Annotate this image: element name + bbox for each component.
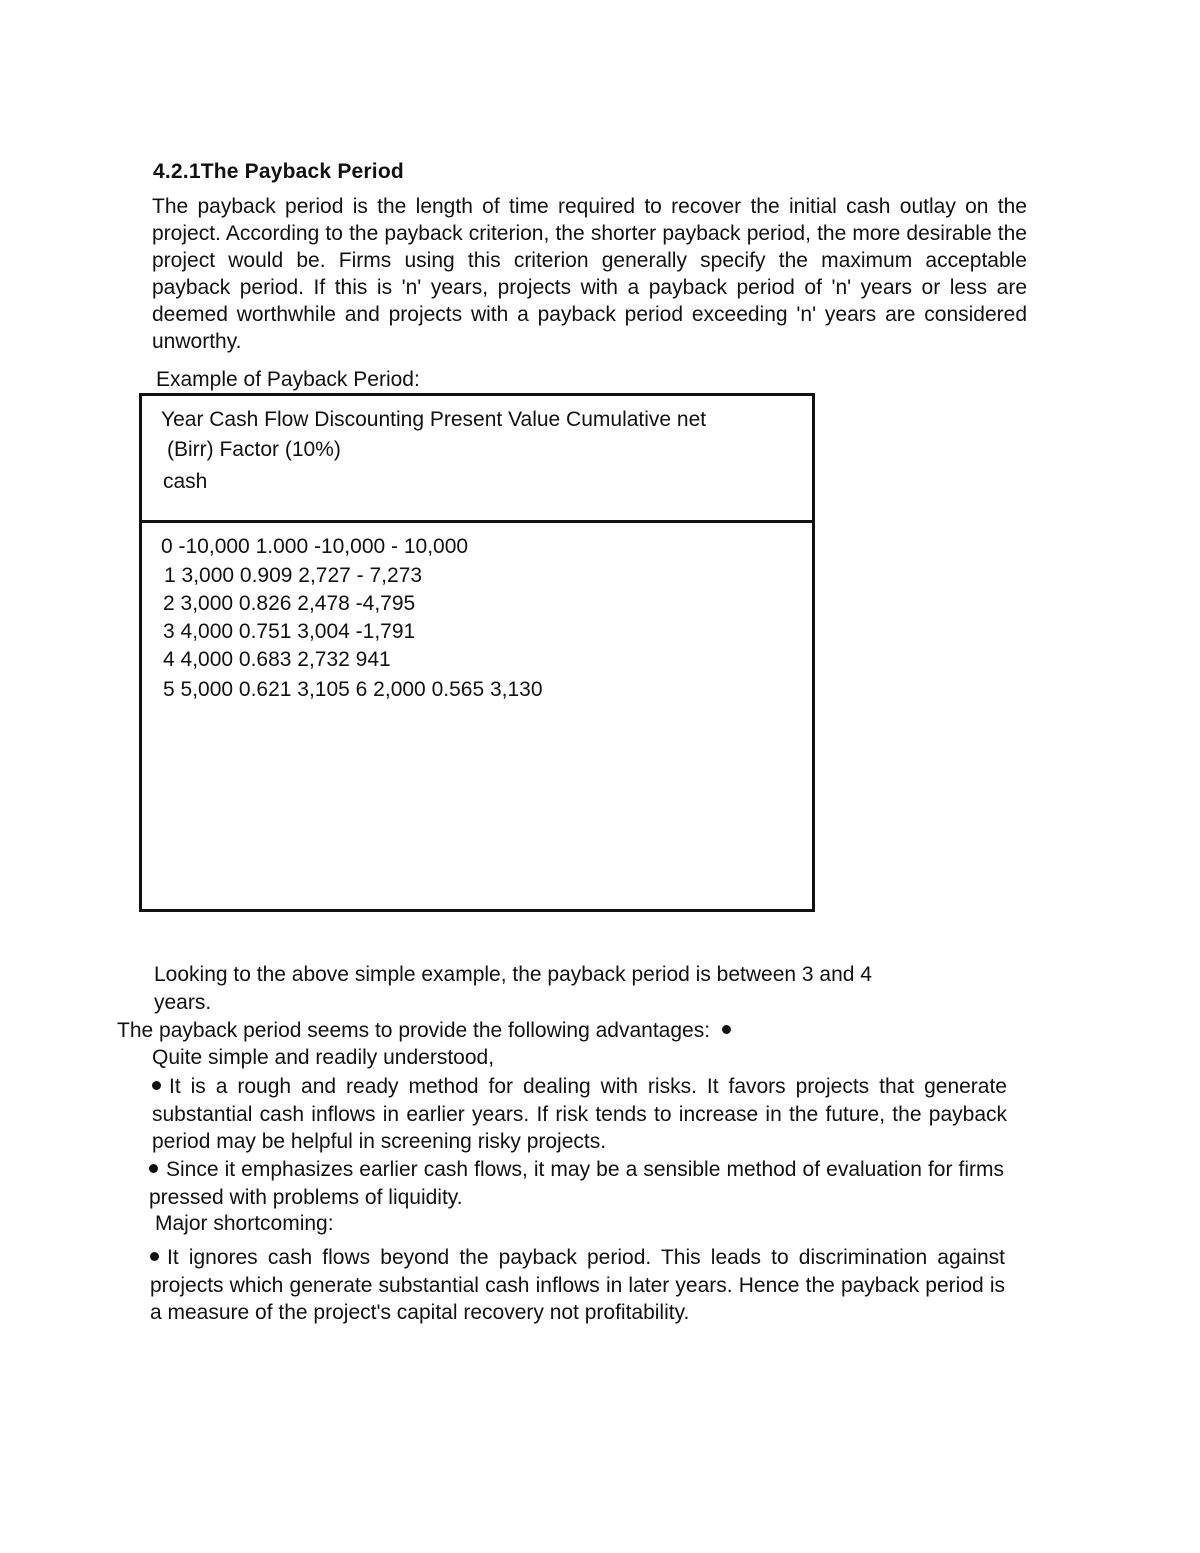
example-table	[139, 393, 815, 912]
shortcoming-label: Major shortcoming:	[155, 1212, 334, 1235]
advantage-first: Quite simple and readily understood,	[152, 1046, 495, 1069]
advantages-intro-text: The payback period seems to provide the following advantages:	[117, 1019, 711, 1042]
bullet-icon	[150, 1252, 159, 1261]
conclusion-line: Looking to the above simple example, the payback period is between 3 and 4	[154, 963, 872, 986]
bullet-icon	[722, 1025, 731, 1034]
advantage-item	[152, 1073, 1007, 1156]
table-header	[142, 396, 812, 523]
table-row: 5 5,000 0.621 3,105 6 2,000 0.565 3,130	[163, 678, 543, 701]
table-row: 1 3,000 0.909 2,727 - 7,273	[164, 564, 423, 587]
shortcoming-item	[150, 1244, 1005, 1327]
advantages-intro	[117, 1019, 739, 1043]
table-row: 4 4,000 0.683 2,732 941	[163, 648, 391, 671]
table-row: 3 4,000 0.751 3,004 -1,791	[163, 620, 416, 643]
table-row: 0 -10,000 1.000 -10,000 - 10,000	[161, 535, 469, 558]
shortcoming-text: It ignores cash flows beyond the payback period. This leads to discrimination against projects which generate substantial cash inflows in later years. Hence the payback period is a measure of the project's capital recovery not profitability.	[150, 1246, 1005, 1324]
section-heading: 4.2.1The Payback Period	[153, 160, 404, 183]
header-line: (Birr) Factor (10%)	[167, 438, 341, 461]
intro-paragraph: The payback period is the length of time required to recover the initial cash outlay on the project. According to the payback criterion, the shorter payback period, the more desirable the project would be. Firms using this criterion generally specify the maximum acceptable payback period. If this is 'n' years, projects with a payback period of 'n' years or less are deemed worthwhile and projects with a payback period exceeding 'n' years are considered unworthy.	[152, 195, 1027, 353]
bullet-icon	[149, 1164, 158, 1173]
advantage-item	[149, 1156, 1004, 1211]
bullet-icon	[152, 1081, 161, 1090]
header-line: cash	[163, 470, 208, 493]
advantage-text: Since it emphasizes earlier cash flows, it may be a sensible method of evaluation for firms pressed with problems of liquidity.	[149, 1158, 1004, 1209]
advantage-text: It is a rough and ready method for dealing with risks. It favors projects that generate substantial cash inflows in earlier years. If risk tends to increase in the future, the payback period may be helpful in screening risky projects.	[152, 1075, 1007, 1153]
conclusion-line: years.	[154, 991, 212, 1014]
table-row: 2 3,000 0.826 2,478 -4,795	[163, 592, 416, 615]
example-label: Example of Payback Period:	[156, 368, 420, 391]
header-line: Year Cash Flow Discounting Present Value Cumulative net	[161, 408, 707, 431]
